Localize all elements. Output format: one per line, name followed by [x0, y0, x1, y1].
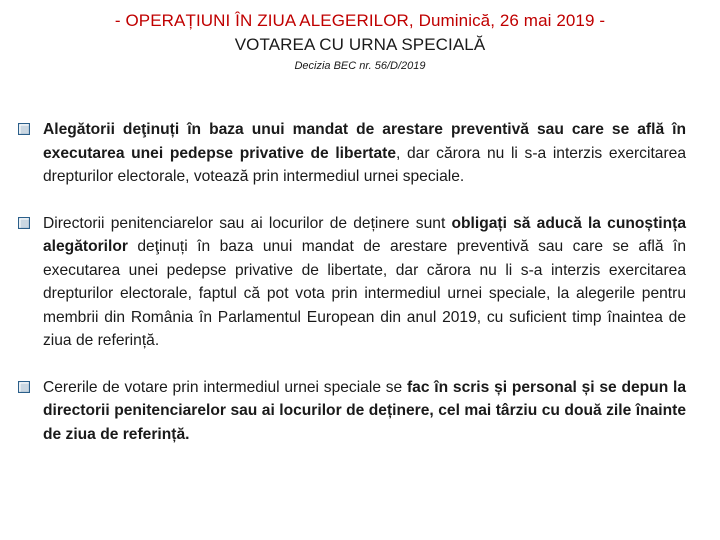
- checkbox-square-icon: [18, 123, 30, 135]
- bullet-item-1: [18, 118, 686, 189]
- bullet-2-bold: obligați să aducă la cunoștința alegătorilor: [43, 214, 686, 255]
- bullet-1-bold: Alegătorii deţinuți în baza unui mandat de arestare preventivă sau care se află în executarea unei pedepse privative de libertate: [43, 121, 686, 162]
- bullet-1-rest: , dar cărora nu li s-a interzis exercitarea drepturilor electorale, votează prin intermediul urnei speciale.: [43, 144, 686, 185]
- bullet-3-intro: Cererile de votare prin intermediul urnei speciale se: [43, 378, 407, 396]
- bullet-3-bold: fac în scris și personal și se depun la directorii penitenciarelor sau ai locurilor de deținere, cel mai târziu cu două zile înainte de ziua de referință.: [43, 378, 686, 443]
- checkbox-square-icon: [18, 381, 30, 393]
- bullet-text-3: [43, 379, 686, 443]
- checkbox-square-icon: [18, 217, 30, 229]
- bullet-2-intro: Directorii penitenciarelor sau ai locurilor de deținere sunt: [43, 214, 452, 232]
- subtitle: Decizia BEC nr. 56/D/2019: [294, 60, 426, 72]
- bullet-list: [18, 118, 686, 469]
- bullet-text-1: [43, 121, 686, 185]
- bullet-text-2: [43, 215, 686, 350]
- bullet-item-3: [18, 376, 686, 447]
- bullet-2-rest: deţinuți în baza unui mandat de arestare preventivă sau care se află în executarea unei pedepse privative de libertate, dar cărora nu li s-a interzis exercitarea drepturilor electorale, faptul că pot vota prin intermediul urnei speciale, la alegerile pentru membrii din România în Parlamentul European din anul 2019, cu suficient timp înaintea de ziua de referință.: [43, 238, 686, 349]
- bullet-item-2: [18, 212, 686, 353]
- title-line2: VOTAREA CU URNA SPECIALĂ: [234, 35, 486, 54]
- title-line1: - OPERAȚIUNI ÎN ZIUA ALEGERILOR, Duminică, 26 mai 2019 -: [114, 11, 606, 30]
